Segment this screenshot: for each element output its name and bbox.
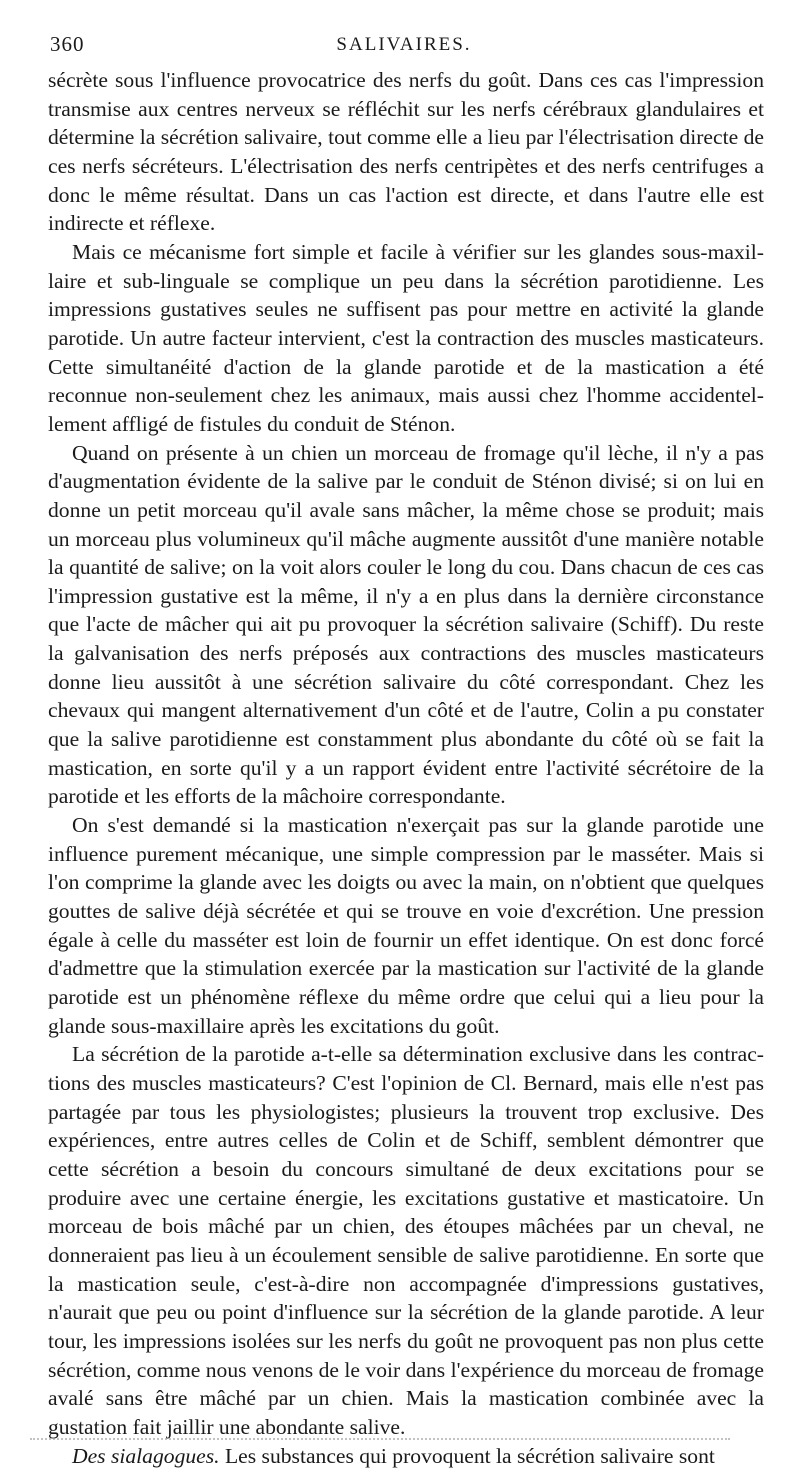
paragraph: Mais ce mécanisme fort simple et facile à vérifier sur les glandes sous-maxillaire et sub-linguale se complique un peu dans la sécrétion parotidienne. Les impressions gustatives seules ne suffisent pas pour mettre en activité la glande parotide. Un autre facteur intervient, c'est la contraction des muscles masticateurs. Cette simultanéité d'action de la glande parotide et de la mastication a été reconnue non-seulement chez les animaux, mais aussi chez l'homme accidentellement affligé de fistules du conduit de Sténon. — [48, 239, 764, 436]
section-lead-italic: Des sialagogues. — [72, 1443, 220, 1468]
footer-scan-artifact — [30, 1438, 730, 1444]
paragraph-text: Les substances qui provoquent la sécrétion salivaire sont — [219, 1443, 715, 1468]
paragraph: Quand on présente à un chien un morceau de fromage qu'il lèche, il n'y a pas d'augmentation évidente de la salive par le conduit de Sténon divisé; si on lui en donne un petit morceau qu'il avale sans mâcher, la même chose se produit; mais un morceau plus volumineux qu'il mâche augmente aussitôt d'une manière notable la quantité de salive; on la voit alors couler le long du cou. Dans chacun de ces cas l'impression gustative est la même, il n'y a en plus dans la dernière circonstance que l'acte de mâcher qui ait pu provoquer la sécrétion salivaire (Schiff). Du reste la galvanisation des nerfs préposés aux contractions des muscles masticateurs donne lieu aussitôt à une sécrétion salivaire du côté correspondant. Chez les chevaux qui mangent alternativement d'un côté et de l'autre, Colin a pu constater que la salive parotidienne est constamment plus abondante du côté où se fait la mastication, en sorte qu'il y a un rapport évident entre l'activité sécrétoire de la parotide et les efforts de la mâchoire correspondante. — [48, 440, 764, 809]
running-title: SALIVAIRES. — [336, 34, 472, 55]
paragraph-sialagogues — [48, 1442, 764, 1471]
paragraph: sécrète sous l'influence provocatrice des nerfs du goût. Dans ces cas l'impression transmise aux centres nerveux se réfléchit sur les nerfs cérébraux glandulaires et détermine la sécrétion salivaire, tout comme elle a lieu par l'électrisation directe de ces nerfs sécréteurs. L'électrisation des nerfs centripètes et des nerfs centrifuges a donc le même résultat. Dans un cas l'action est directe, et dans l'autre elle est indirecte et réflexe. — [48, 68, 764, 236]
paragraph: La sécrétion de la parotide a-t-elle sa détermination exclusive dans les contractions des muscles masticateurs? C'est l'opinion de Cl. Bernard, mais elle n'est pas partagée par tous les physiologistes; plusieurs la trouvent trop exclusive. Des expériences, entre autres celles de Colin et de Schiff, semblent démontrer que cette sécrétion a besoin du concours simultané de deux excitations pour se produire avec une certaine énergie, les excitations gustative et masticatoire. Un morceau de bois mâché par un chien, des étoupes mâchées par un cheval, ne donneraient pas lieu à un écoulement sensible de salive parotidienne. En sorte que la mastication seule, c'est-à-dire non accompagnée d'impressions gustatives, n'aurait que peu ou point d'influence sur la sécrétion de la glande parotide. A leur tour, les impressions isolées sur les nerfs du goût ne provoquent pas non plus cette sécrétion, comme nous venons de le voir dans l'expérience du morceau de fromage avalé sans être mâché par un chien. Mais la mastication combinée avec la gustation fait jaillir une abondante salive. — [48, 1042, 764, 1439]
paragraph: On s'est demandé si la mastication n'exerçait pas sur la glande parotide une influence purement mécanique, une simple compression par le masséter. Mais si l'on comprime la glande avec les doigts ou avec la main, on n'obtient que quelques gouttes de salive déjà sécrétée et qui se trouve en voie d'excrétion. Une pression égale à celle du masséter est loin de fournir un effet identique. On est donc forcé d'admettre que la stimulation exercée par la mastication sur l'activité de la glande parotide est un phénomène réflexe du même ordre que celui qui a lieu pour la glande sous-maxillaire après les excitations du goût. — [48, 813, 764, 1038]
body-text — [48, 66, 764, 1470]
page-number: 360 — [50, 32, 85, 56]
page-header — [44, 32, 764, 60]
